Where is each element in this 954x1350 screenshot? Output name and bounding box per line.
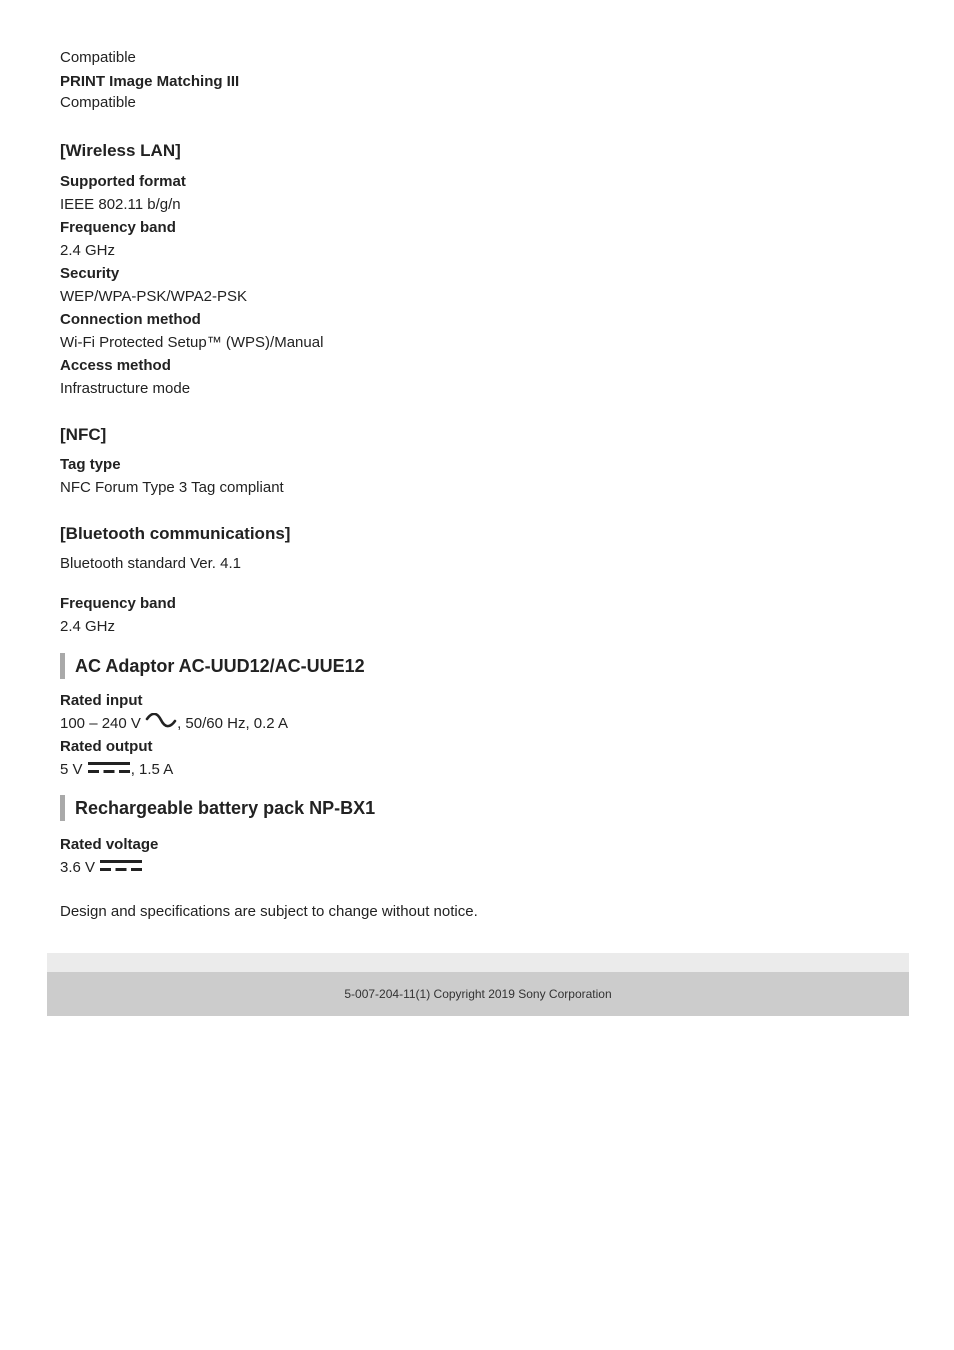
rated-input-details: , 50/60 Hz, 0.2 A bbox=[177, 715, 288, 732]
battery-heading bbox=[60, 795, 910, 821]
supported-format-label: Supported format bbox=[60, 173, 186, 190]
access-method-value: Infrastructure mode bbox=[60, 380, 191, 397]
frequency-band-label: Frequency band bbox=[60, 219, 176, 236]
tag-type-label: Tag type bbox=[60, 456, 121, 473]
compatible-text: Compatible bbox=[60, 49, 136, 66]
bluetooth-frequency-band-label: Frequency band bbox=[60, 595, 176, 612]
bluetooth-standard-text: Bluetooth standard Ver. 4.1 bbox=[60, 555, 241, 572]
supported-format-value: IEEE 802.11 b/g/n bbox=[60, 196, 181, 213]
nfc-heading: [NFC] bbox=[60, 425, 107, 444]
security-value: WEP/WPA-PSK/WPA2-PSK bbox=[60, 288, 247, 305]
security-label: Security bbox=[60, 265, 120, 282]
bluetooth-frequency-band-value: 2.4 GHz bbox=[60, 618, 116, 635]
dc-symbol-icon bbox=[87, 759, 131, 782]
ac-adaptor-heading-text: AC Adaptor AC-UUD12/AC-UUE12 bbox=[75, 656, 365, 676]
print-image-matching-label: PRINT Image Matching III bbox=[60, 73, 240, 90]
compatible-text: Compatible bbox=[60, 94, 136, 111]
rated-voltage-text: 3.6 V bbox=[60, 859, 96, 876]
rated-output-value bbox=[60, 758, 910, 781]
bluetooth-heading: [Bluetooth communications] bbox=[60, 524, 291, 543]
rated-output-voltage: 5 V bbox=[60, 761, 83, 778]
tag-type-value: NFC Forum Type 3 Tag compliant bbox=[60, 479, 284, 496]
connection-method-label: Connection method bbox=[60, 311, 201, 328]
battery-heading-text: Rechargeable battery pack NP-BX1 bbox=[75, 798, 376, 818]
ac-adaptor-heading bbox=[60, 653, 910, 679]
footer-band bbox=[47, 953, 909, 972]
rated-input-label: Rated input bbox=[60, 692, 143, 709]
copyright-text: 5-007-204-11(1) Copyright 2019 Sony Corporation bbox=[344, 987, 612, 1001]
dc-symbol-icon bbox=[99, 857, 143, 880]
specification-notice: Design and specifications are subject to change without notice. bbox=[60, 903, 478, 920]
ac-sine-wave-icon bbox=[145, 713, 177, 736]
rated-voltage-label: Rated voltage bbox=[60, 836, 159, 853]
rated-input-value bbox=[60, 712, 910, 735]
rated-output-details: , 1.5 A bbox=[130, 761, 174, 778]
connection-method-value: Wi-Fi Protected Setup™ (WPS)/Manual bbox=[60, 334, 324, 351]
footer bbox=[47, 972, 909, 1016]
rated-output-label: Rated output bbox=[60, 738, 153, 755]
wireless-lan-heading: [Wireless LAN] bbox=[60, 141, 181, 160]
rated-input-voltage: 100 – 240 V bbox=[60, 715, 141, 732]
wireless-lan-spec-list bbox=[60, 170, 910, 400]
access-method-label: Access method bbox=[60, 357, 171, 374]
frequency-band-value: 2.4 GHz bbox=[60, 242, 116, 259]
rated-voltage-value bbox=[60, 856, 910, 879]
spec-page bbox=[60, 47, 910, 923]
